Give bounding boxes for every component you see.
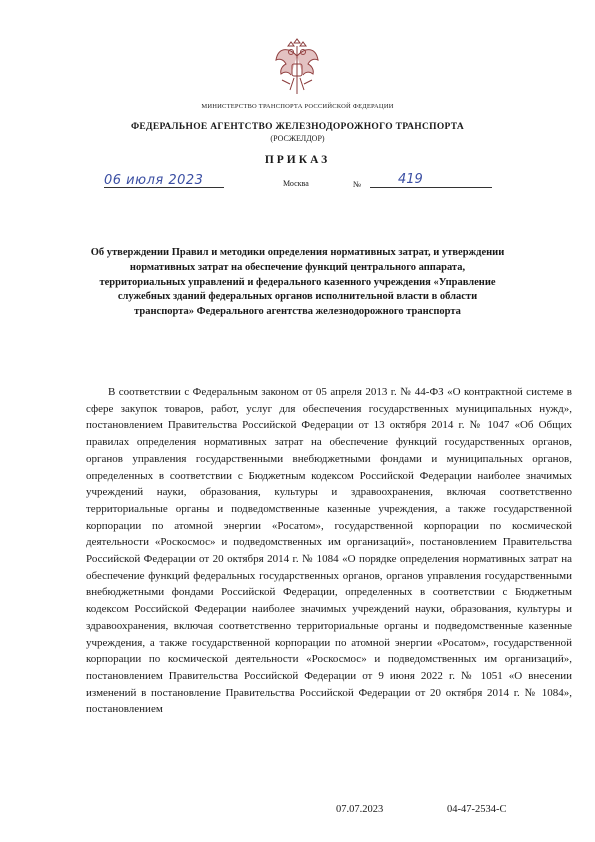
ministry-name: МИНИСТЕРСТВО ТРАНСПОРТА РОССИЙСКОЙ ФЕДЕРАЦИИ <box>201 103 394 110</box>
footer-date: 07.07.2023 <box>336 804 384 815</box>
date-underline <box>104 187 224 188</box>
agency-abbreviation: (РОСЖЕЛДОР) <box>270 134 325 143</box>
number-underline <box>370 187 492 188</box>
footer-registration-number: 04-47-2534-С <box>447 804 507 815</box>
handwritten-order-number: 419 <box>398 172 423 187</box>
agency-name: ФЕДЕРАЛЬНОЕ АГЕНТСТВО ЖЕЛЕЗНОДОРОЖНОГО ТРАНСПОРТА <box>130 122 465 132</box>
handwritten-date: 06 июля 2023 <box>104 173 204 188</box>
document-type-title: ПРИКАЗ <box>264 154 331 166</box>
order-heading: Об утверждении Правил и методики определения нормативных затрат, и утверждении нормативных затрат на обеспечение функций центрального аппарата, территориальных управлений и федерального казенного учреждения «Управление служебных зданий федеральных органов исполнительной власти в области транспорта» Федерального агентства железнодорожного транспорта <box>90 247 505 318</box>
city-label: Москва <box>283 179 309 188</box>
body-paragraph: В соответствии с Федеральным законом от 05 апреля 2013 г. № 44-ФЗ «О контрактной системе в сфере закупок товаров, работ, услуг для обеспечения государственных муниципальных нужд», постановлением Правительства Российской Федерации от 13 октября 2014 г. № 1047 «Об Общих правилах определения нормативных затрат на обеспечение функций государственных органов, органов управления государственными внебюджетными фондами и муниципальных органов, определенных в соответствии с Бюджетным кодексом Российской Федерации наиболее значимых учреждений науки, образования, культуры и здравоохранения, включая соответственно территориальные органы и подведомственные казенные учреждения, а также государственной корпорации по атомной энергии «Росатом», государственной корпорации по космической деятельности «Роскосмос» и подведомственных им организаций», постановлением Правительства Российской Федерации от 20 октября 2014 г. № 1084 «О порядке определения нормативных затрат на обеспечение функций федеральных государственных органов, органов управления государственными внебюджетными фондами Российской Федерации, определенных в соответствии с Бюджетным кодексом Российской Федерации наиболее значимых учреждений науки, образования, культуры и здравоохранения, включая соответственно территориальные органы и подведомственные казенные учреждения, а также государственной корпорации по атомной энергии «Росатом», государственной корпорации по космической деятельности «Роскосмос» и подведомственных им организаций», постановлением Правительства Российской Федерации от 9 июня 2022 г. № 1051 «О внесении изменений в постановление Правительства Российской Федерации от 20 октября 2014 г. № 1084», постановлением <box>86 386 572 716</box>
number-sign: № <box>353 179 362 189</box>
coat-of-arms-emblem <box>272 38 322 98</box>
